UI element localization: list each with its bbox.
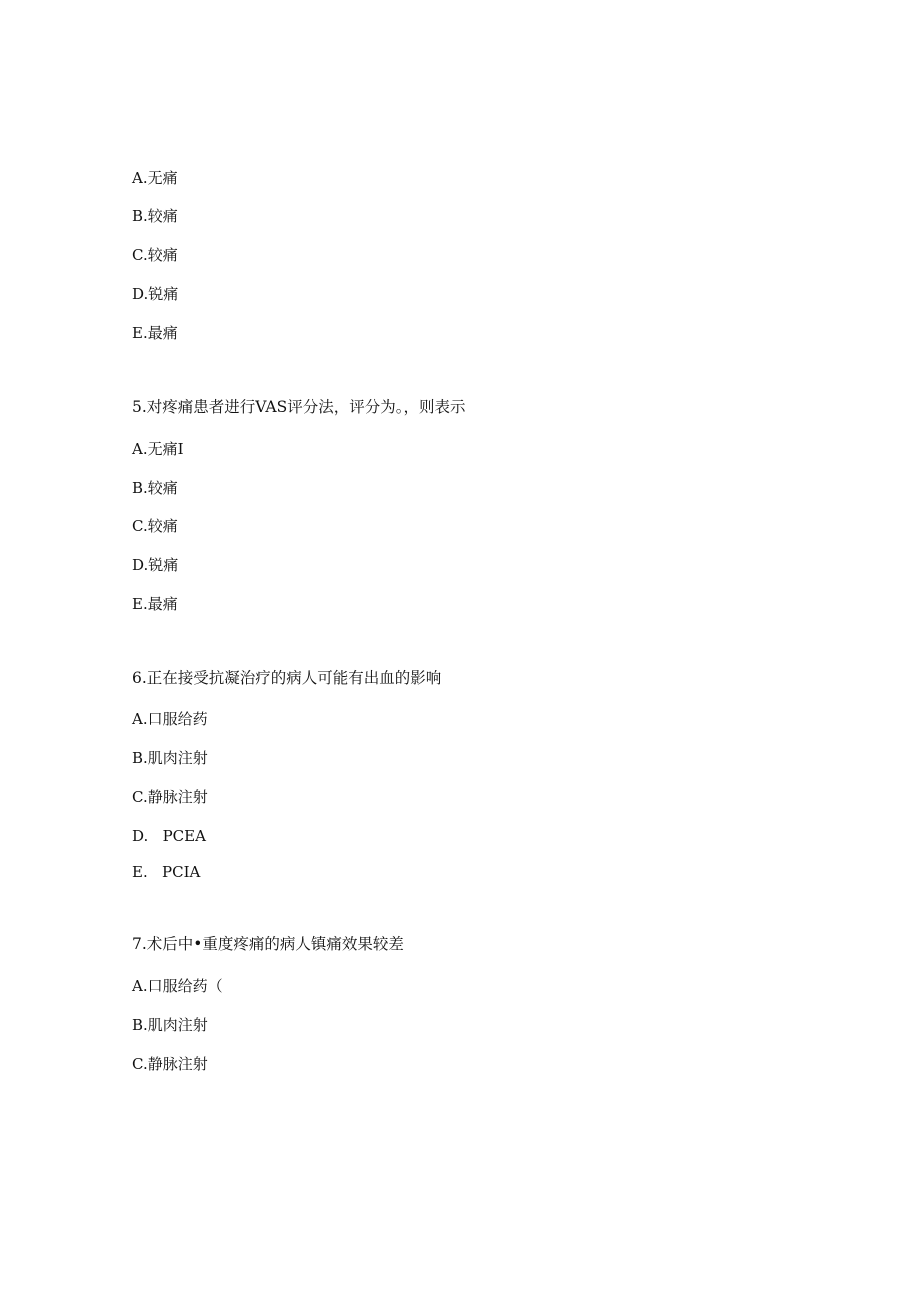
option-7-c: C.静脉注射 (132, 1055, 208, 1073)
option-0-c: C.较痛 (132, 246, 178, 264)
option-0-d: D.锐痛 (132, 285, 179, 303)
option-5-a: A.无痛I (132, 440, 184, 458)
option-7-b: B.肌肉注射 (132, 1016, 208, 1034)
question-5: 5.对疼痛患者进行VAS评分法，评分为。，则表示 (132, 398, 466, 416)
option-5-d: D.锐痛 (132, 556, 179, 574)
option-5-b: B.较痛 (132, 479, 178, 497)
option-0-b: B.较痛 (132, 207, 178, 225)
question-6: 6.正在接受抗凝治疗的病人可能有出血的影响 (132, 669, 442, 687)
option-6-d: D. PCEA (132, 827, 206, 845)
question-7: 7.术后中•重度疼痛的病人镇痛效果较差 (132, 935, 404, 953)
option-7-a: A.口服给药（ (132, 977, 223, 995)
option-6-c: C.静脉注射 (132, 788, 208, 806)
option-5-e: E.最痛 (132, 595, 178, 613)
option-0-a: A.无痛 (132, 169, 178, 187)
option-5-c: C.较痛 (132, 517, 178, 535)
option-6-b: B.肌肉注射 (132, 749, 208, 767)
option-6-a: A.口服给药 (132, 710, 208, 728)
option-6-e: E. PCIA (132, 863, 201, 881)
option-0-e: E.最痛 (132, 324, 178, 342)
